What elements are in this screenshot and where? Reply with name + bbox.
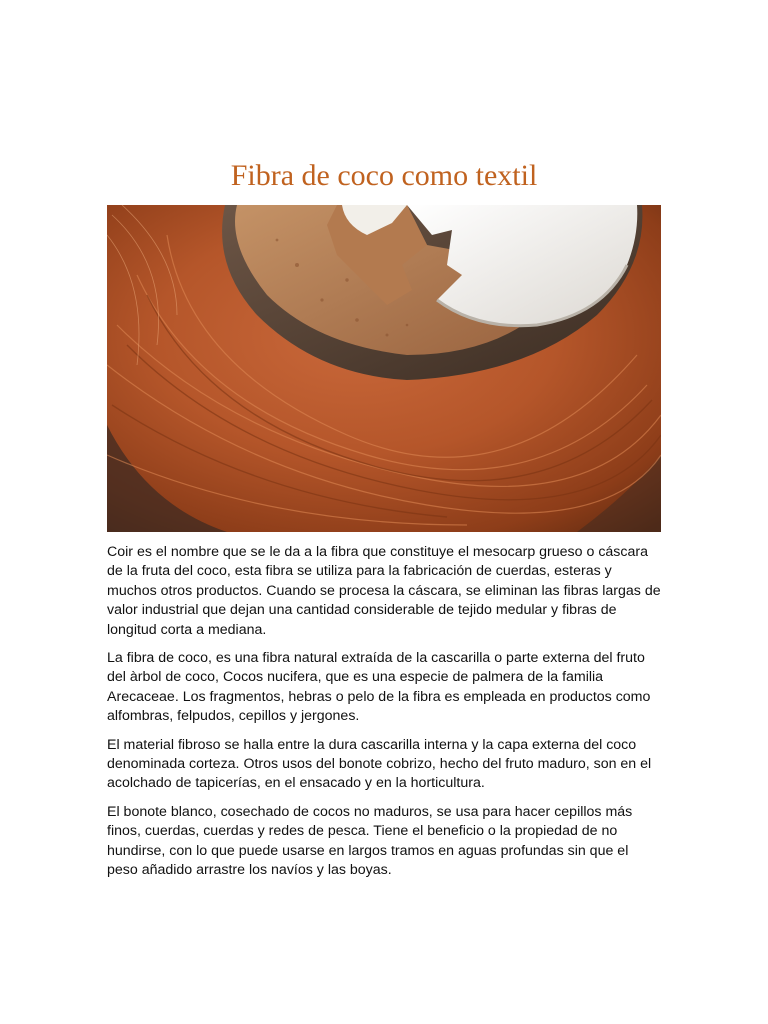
coconut-illustration [107, 205, 661, 532]
paragraph-3: El material fibroso se halla entre la dura cascarilla interna y la capa externa del coco denominada corteza. Otros usos del bonote cobrizo, hecho del fruto maduro, son en el acolchado de tapicerías, en el ensacado y en la horticultura. [107, 736, 652, 792]
paragraph-1: Coir es el nombre que se le da a la fibra que constituye el mesocarp grueso o cáscara de la fruta del coco, esta fibra se utiliza para la fabricación de cuerdas, esteras y muchos otros productos. Cuando se procesa la cáscara, se eliminan las fibras largas de valor industrial que dejan una cantidad considerable de tejido medular y fibras de longitud corta a mediana. [107, 544, 661, 638]
paragraph-2: La fibra de coco, es una fibra natural extraída de la cascarilla o parte externa del fruto del àrbol de coco, Cocos nucifera, que es una especie de palmera de la familia Arecaceae. Los fragmentos, hebras o pelo de la fibra es empleada en productos como alfombras, felpudos, cepillos y jergones. [107, 650, 651, 725]
coconut-image [107, 205, 661, 532]
document-title: Fibra de coco como textil [230, 159, 538, 192]
paragraph-4: El bonote blanco, cosechado de cocos no maduros, se usa para hacer cepillos más finos, cuerdas, cuerdas y redes de pesca. Tiene el beneficio o la propiedad de no hundirse, con lo que puede usarse en largos tramos en aguas profundas sin que el peso añadido arrastre los navíos y las boyas. [107, 803, 633, 879]
body-text [107, 543, 663, 890]
